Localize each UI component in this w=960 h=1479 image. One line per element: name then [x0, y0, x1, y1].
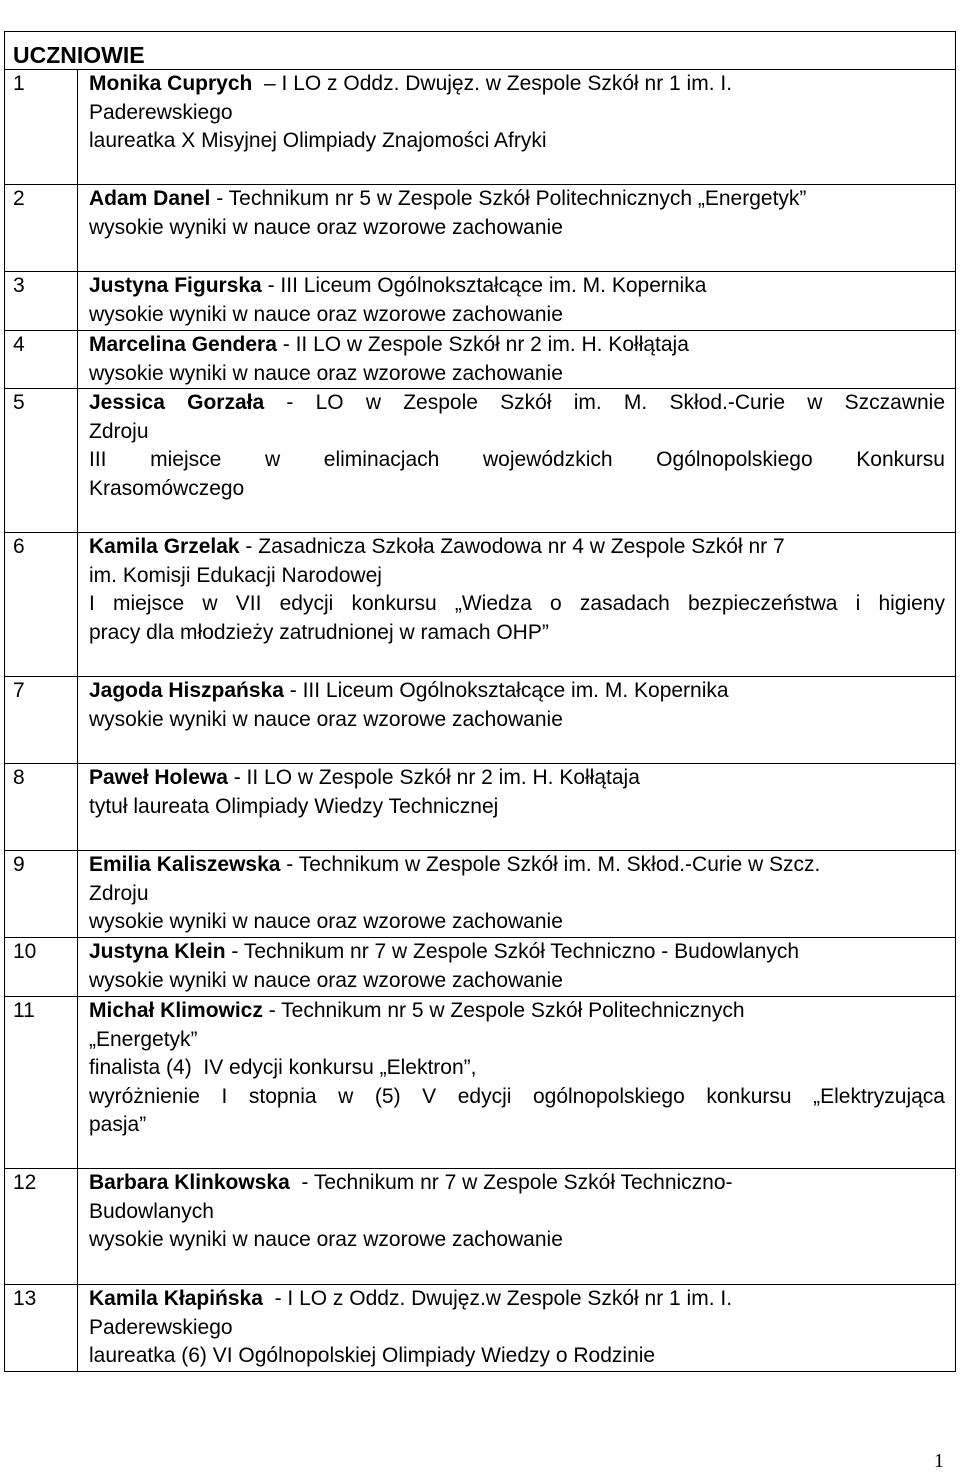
student-row: [5, 272, 956, 331]
detail-line: Paderewskiego: [89, 1315, 233, 1339]
student-details: [78, 764, 956, 851]
school-info: - II LO w Zespole Szkół nr 2 im. H. Kołłątaja: [227, 766, 640, 790]
student-number: 3: [5, 272, 78, 331]
school-info: - III Liceum Ogólnokształcące im. M. Kopernika: [261, 274, 707, 297]
heading-cell: [5, 32, 956, 70]
student-details: [78, 331, 956, 389]
student-number: 9: [5, 851, 78, 938]
school-info: - Technikum w Zespole Szkół im. M. Skłod.-Curie w Szcz.: [280, 853, 821, 877]
student-name: Monika Cuprych: [89, 72, 253, 95]
detail-line: wysokie wyniki w nauce oraz wzorowe zachowanie: [89, 302, 563, 326]
detail-line: pasja”: [89, 1113, 147, 1137]
detail-line: finalista (4) IV edycji konkursu „Elektron”,: [89, 1056, 477, 1080]
student-row: [5, 677, 956, 764]
detail-line: Zdroju: [89, 419, 149, 443]
detail-line: tytuł laureata Olimpiady Wiedzy Technicznej: [89, 794, 499, 818]
detail-line: [89, 1169, 945, 1198]
detail-line: [89, 677, 945, 706]
student-name: Michał Klimowicz: [89, 998, 263, 1022]
detail-line: [89, 185, 945, 214]
students-table: [4, 31, 956, 1372]
student-number: 11: [5, 996, 78, 1168]
student-details: [78, 389, 956, 533]
student-name: Jessica Gorzała: [89, 391, 265, 415]
student-number: 1: [5, 70, 78, 185]
detail-line: [89, 533, 945, 562]
detail-line: „Energetyk”: [89, 1027, 198, 1051]
student-details: [78, 185, 956, 272]
student-details: [78, 533, 956, 677]
detail-line: [89, 331, 945, 360]
student-details: [78, 1284, 956, 1371]
students-table-body: [5, 32, 956, 1372]
student-number: 8: [5, 764, 78, 851]
student-name: Kamila Grzelak: [89, 535, 240, 559]
detail-line: [89, 997, 945, 1026]
student-details: [78, 677, 956, 764]
student-row: [5, 389, 956, 533]
student-row: [5, 937, 956, 996]
school-info: - Technikum nr 7 w Zespole Szkół Techniczno-: [289, 1170, 733, 1194]
section-heading: UCZNIOWIE: [13, 42, 145, 68]
student-row: [5, 996, 956, 1168]
detail-line: Zdroju: [89, 881, 149, 905]
school-info: - Technikum nr 5 w Zespole Szkół Politechnicznych „Energetyk”: [210, 187, 807, 210]
student-details: [78, 1168, 956, 1284]
student-name: Barbara Klinkowska: [89, 1170, 290, 1194]
detail-line: Budowlanych: [89, 1199, 214, 1223]
detail-line: wysokie wyniki w nauce oraz wzorowe zachowanie: [89, 361, 563, 385]
school-info: - III Liceum Ogólnokształcące im. M. Kopernika: [283, 679, 729, 703]
school-info: - II LO w Zespole Szkół nr 2 im. H. Kołłątaja: [276, 333, 689, 356]
detail-line: [89, 764, 945, 793]
student-number: 2: [5, 185, 78, 272]
detail-line: im. Komisji Edukacji Narodowej: [89, 563, 382, 587]
student-number: 13: [5, 1284, 78, 1371]
student-name: Adam Danel: [89, 187, 211, 210]
school-info: - Zasadnicza Szkoła Zawodowa nr 4 w Zespole Szkół nr 7: [239, 535, 785, 559]
detail-line: [89, 851, 945, 880]
student-row: [5, 1284, 956, 1371]
school-info: – I LO z Oddz. Dwujęz. w Zespole Szkół nr 1 im. I.: [252, 72, 733, 95]
detail-line: [89, 1285, 945, 1314]
student-row: [5, 185, 956, 272]
detail-line: pracy dla młodzieży zatrudnionej w ramach OHP”: [89, 620, 549, 644]
student-number: 10: [5, 937, 78, 996]
student-row: [5, 1168, 956, 1284]
detail-line: laureatka X Misyjnej Olimpiady Znajomości Afryki: [89, 129, 547, 153]
student-details: [78, 937, 956, 996]
detail-line: wysokie wyniki w nauce oraz wzorowe zachowanie: [89, 707, 563, 731]
detail-line: wysokie wyniki w nauce oraz wzorowe zachowanie: [89, 910, 563, 934]
detail-line: wyróżnienie I stopnia w (5) V edycji ogólnopolskiego konkursu „Elektryzująca: [89, 1084, 945, 1108]
student-number: 4: [5, 331, 78, 389]
detail-line: [89, 70, 945, 99]
student-name: Jagoda Hiszpańska: [89, 679, 284, 703]
detail-line: Paderewskiego: [89, 100, 233, 124]
detail-line: wysokie wyniki w nauce oraz wzorowe zachowanie: [89, 968, 563, 992]
student-number: 12: [5, 1168, 78, 1284]
detail-line: [89, 938, 945, 967]
detail-line: wysokie wyniki w nauce oraz wzorowe zachowanie: [89, 1228, 563, 1252]
detail-line: I miejsce w VII edycji konkursu „Wiedza o zasadach bezpieczeństwa i higieny: [89, 592, 945, 616]
student-row: [5, 331, 956, 389]
school-info: - LO w Zespole Szkół im. M. Skłod.-Curie w Szczawnie: [264, 391, 946, 415]
school-info: - I LO z Oddz. Dwujęz.w Zespole Szkół nr 1 im. I.: [262, 1286, 733, 1310]
student-details: [78, 272, 956, 331]
detail-line: laureatka (6) VI Ogólnopolskiej Olimpiady Wiedzy o Rodzinie: [89, 1344, 656, 1368]
student-number: 5: [5, 389, 78, 533]
detail-line: [89, 389, 945, 418]
student-name: Paweł Holewa: [89, 766, 228, 790]
student-row: [5, 70, 956, 185]
student-name: Justyna Klein: [89, 939, 226, 963]
student-details: [78, 70, 956, 185]
student-row: [5, 764, 956, 851]
detail-line: III miejsce w eliminacjach wojewódzkich Ogólnopolskiego Konkursu: [89, 448, 945, 472]
student-details: [78, 851, 956, 938]
student-number: 6: [5, 533, 78, 677]
detail-line: wysokie wyniki w nauce oraz wzorowe zachowanie: [89, 215, 563, 239]
student-row: [5, 851, 956, 938]
school-info: - Technikum nr 5 w Zespole Szkół Politechnicznych: [262, 998, 745, 1022]
student-name: Marcelina Gendera: [89, 333, 277, 356]
student-details: [78, 996, 956, 1168]
detail-line: Krasomówczego: [89, 476, 245, 500]
student-row: [5, 533, 956, 677]
student-name: Justyna Figurska: [89, 274, 262, 297]
student-name: Kamila Kłapińska: [89, 1286, 263, 1310]
school-info: - Technikum nr 7 w Zespole Szkół Techniczno - Budowlanych: [225, 939, 800, 963]
student-name: Emilia Kaliszewska: [89, 853, 281, 877]
student-number: 7: [5, 677, 78, 764]
page-number: 1: [934, 1450, 944, 1472]
heading-row: [5, 32, 956, 70]
detail-line: [89, 272, 945, 301]
